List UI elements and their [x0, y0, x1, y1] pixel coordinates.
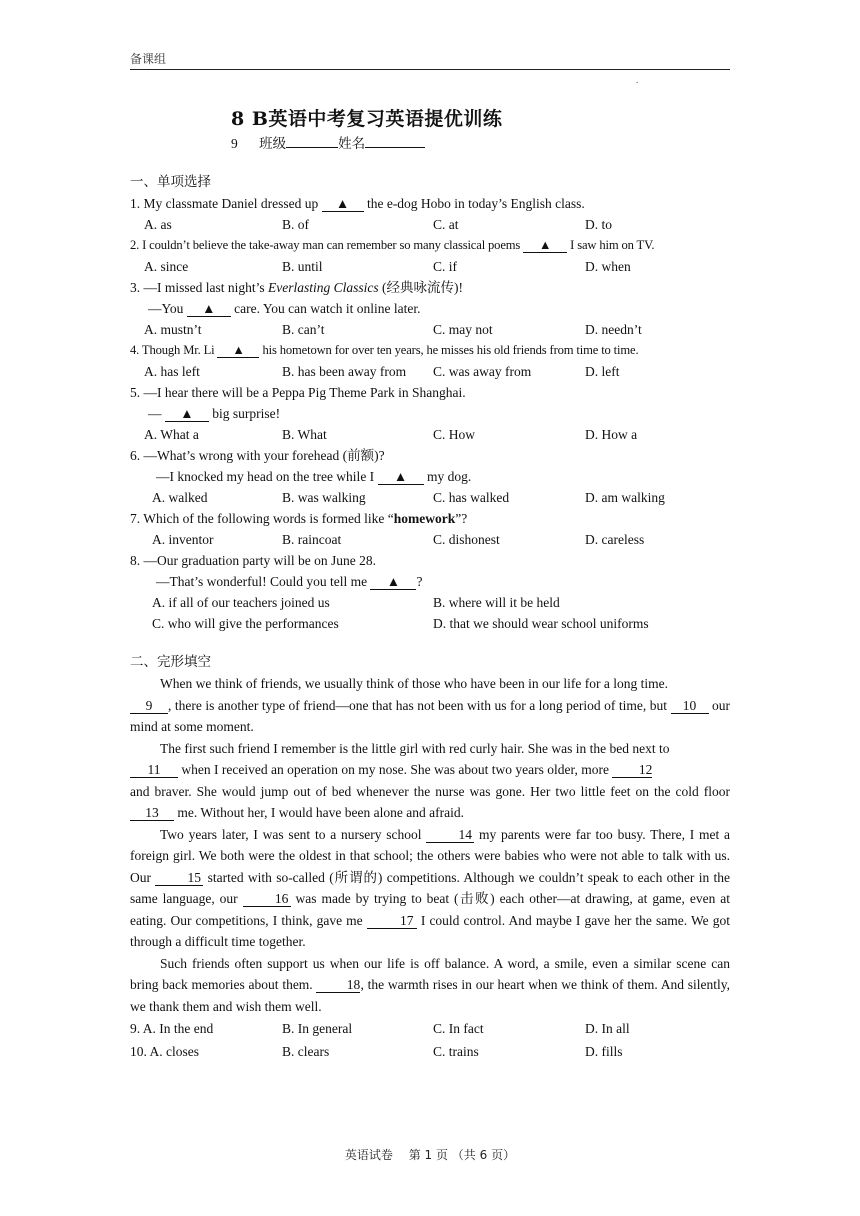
paragraph-5: Such friends often support us when our life is off balance. A word, a smile, even a similar scene can bring back memories about them. 18, the warmth rises in our heart when we think of them. And silently, we thank them and wish them well.: [130, 955, 730, 1014]
answer-blank: ▲: [523, 238, 567, 253]
paragraph-3b: 11 when I received an operation on my nose. She was about two years older, more 12 and braver. She would jump out of bed whenever the nurse was gone. Her two little feet on the cold floor 13 me. Without her, I would have been alone and afraid.: [130, 762, 730, 820]
question-3-line2: —You ▲ care. You can watch it online later.: [148, 301, 421, 316]
options-3: A. mustn’t B. can’t C. may not D. needn’t: [144, 322, 642, 337]
cloze-passage: [130, 673, 730, 1017]
answer-blank: ▲: [322, 197, 364, 212]
paper-number: 9: [231, 136, 238, 151]
paragraph-1: When we think of friends, we usually think of those who have been in our life for a long time.: [160, 676, 668, 691]
options-8a: A. if all of our teachers joined us B. where will it be held: [152, 595, 560, 610]
header-dot: .: [636, 75, 639, 85]
answer-blank: ▲: [187, 302, 231, 317]
page-title: 8 B英语中考复习英语提优训练: [231, 108, 503, 130]
answer-blank: ▲: [217, 343, 259, 358]
question-6: 6. —What’s wrong with your forehead (前额)?: [130, 448, 385, 463]
options-9: 9. A. In the end B. In general C. In fact D. In all: [130, 1021, 630, 1036]
options-8b: C. who will give the performances D. that we should wear school uniforms: [152, 616, 649, 631]
answer-blank: ▲: [378, 470, 424, 485]
header-label: 备课组: [130, 52, 167, 66]
question-6-line2: —I knocked my head on the tree while I ▲ my dog.: [156, 469, 472, 484]
options-7: A. inventor B. raincoat C. dishonest D. careless: [152, 532, 645, 547]
question-5: 5. —I hear there will be a Peppa Pig Theme Park in Shanghai.: [130, 385, 466, 400]
header-rule: [130, 69, 730, 70]
options-5: A. What a B. What C. How D. How a: [144, 427, 638, 442]
options-2: A. since B. until C. if D. when: [144, 259, 631, 274]
exam-content: [130, 172, 730, 1062]
question-4: 4. Though Mr. Li ▲ his hometown for over ten years, he misses his old friends from time to time.: [130, 343, 639, 357]
section-heading-choice: 一、单项选择: [130, 174, 211, 190]
question-1: 1. My classmate Daniel dressed up ▲ the e-dog Hobo in today’s English class.: [130, 196, 585, 211]
student-info-line: [231, 132, 425, 152]
class-blank: [286, 135, 338, 148]
question-7: 7. Which of the following words is formed like “homework”?: [130, 511, 468, 526]
name-blank: [365, 135, 425, 148]
answer-blank: ▲: [165, 407, 209, 422]
paragraph-3a: The first such friend I remember is the little girl with red curly hair. She was in the bed next to: [160, 740, 670, 756]
options-10: 10. A. closes B. clears C. trains D. fills: [130, 1044, 623, 1059]
paragraph-2: 9 , there is another type of friend—one that has not been with us for a long period of time, but 10 our mind at some moment.: [130, 697, 731, 734]
question-8: 8. —Our graduation party will be on June 28.: [130, 553, 376, 568]
section-heading-cloze: 二、完形填空: [130, 654, 211, 670]
options-1: A. as B. of C. at D. to: [144, 217, 612, 232]
question-5-line2: — ▲ big surprise!: [148, 406, 281, 421]
paragraph-4: Two years later, I was sent to a nursery school 14 my parents were far too busy. There, I met a foreign girl. We both were the oldest in that school; the others were babies who were not able to talk with us. Our 15 started with so-called (所谓的) competitions. Although we couldn’t speak to each other in the same language, our 16 was made by trying to beat (击败) each other—at drawing, at game, even at eating. Our competitions, I think, gave me 17 I could control. And maybe I gave her the same. We got through a difficult time together.: [130, 826, 730, 949]
class-label: 班级: [259, 136, 287, 151]
question-8-line2: —That’s wonderful! Could you tell me ▲ ?: [156, 574, 423, 589]
question-3: 3. —I missed last night’s Everlasting Classics (经典咏流传)!: [130, 280, 463, 295]
name-label: 姓名: [338, 136, 366, 151]
options-6: A. walked B. was walking C. has walked D. am walking: [152, 490, 665, 505]
question-2: 2. I couldn’t believe the take-away man can remember so many classical poems ▲ I saw him on TV.: [130, 238, 655, 252]
page-footer: 英语试卷 第 1 页 （共 6 页）: [344, 1148, 516, 1162]
options-4: A. has left B. has been away from C. was away from D. left: [144, 364, 620, 379]
answer-blank: ▲: [370, 575, 416, 590]
